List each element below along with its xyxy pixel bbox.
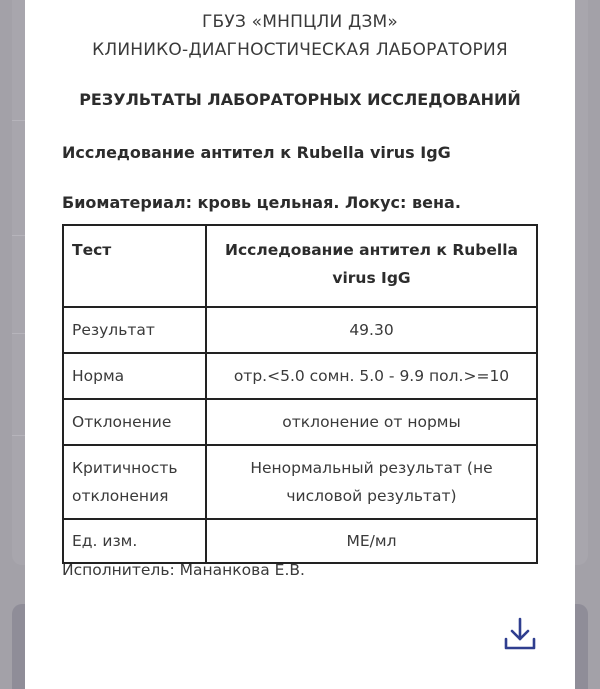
table-row — [63, 307, 537, 353]
document-title: РЕЗУЛЬТАТЫ ЛАБОРАТОРНЫХ ИССЛЕДОВАНИЙ — [79, 90, 521, 109]
row-value: Ненормальный результат (не числовой результат) — [206, 445, 537, 519]
row-label: Результат — [63, 307, 206, 353]
results-modal — [25, 0, 575, 689]
row-value: отклонение от нормы — [206, 399, 537, 445]
table-row — [63, 519, 537, 563]
background-divider — [12, 120, 26, 121]
row-label: Норма — [63, 353, 206, 399]
table-row — [63, 399, 537, 445]
table-row — [63, 445, 537, 519]
table-header-test: Тест — [63, 225, 206, 307]
results-table — [62, 224, 538, 564]
download-icon — [503, 616, 537, 652]
row-label: Ед. изм. — [63, 519, 206, 563]
row-value: МЕ/мл — [206, 519, 537, 563]
lab-name: КЛИНИКО-ДИАГНОСТИЧЕСКАЯ ЛАБОРАТОРИЯ — [92, 40, 508, 60]
biomaterial-info: Биоматериал: кровь цельная. Локус: вена. — [62, 193, 461, 212]
background-divider — [12, 235, 26, 236]
row-value: отр.<5.0 сомн. 5.0 - 9.9 пол.>=10 — [206, 353, 537, 399]
executor-info: Исполнитель: Мананкова Е.В. — [62, 561, 305, 579]
row-label: Отклонение — [63, 399, 206, 445]
table-row — [63, 353, 537, 399]
background-divider — [12, 333, 26, 334]
test-name: Исследование антител к Rubella virus IgG — [62, 143, 451, 162]
table-header-row — [63, 225, 537, 307]
org-name: ГБУЗ «МНПЦЛИ ДЗМ» — [201, 12, 399, 32]
download-button[interactable] — [503, 616, 537, 652]
table-header-test-name: Исследование антител к Rubella virus IgG — [206, 225, 537, 307]
row-label: Критичность отклонения — [63, 445, 206, 519]
row-value: 49.30 — [206, 307, 537, 353]
background-divider — [12, 435, 26, 436]
